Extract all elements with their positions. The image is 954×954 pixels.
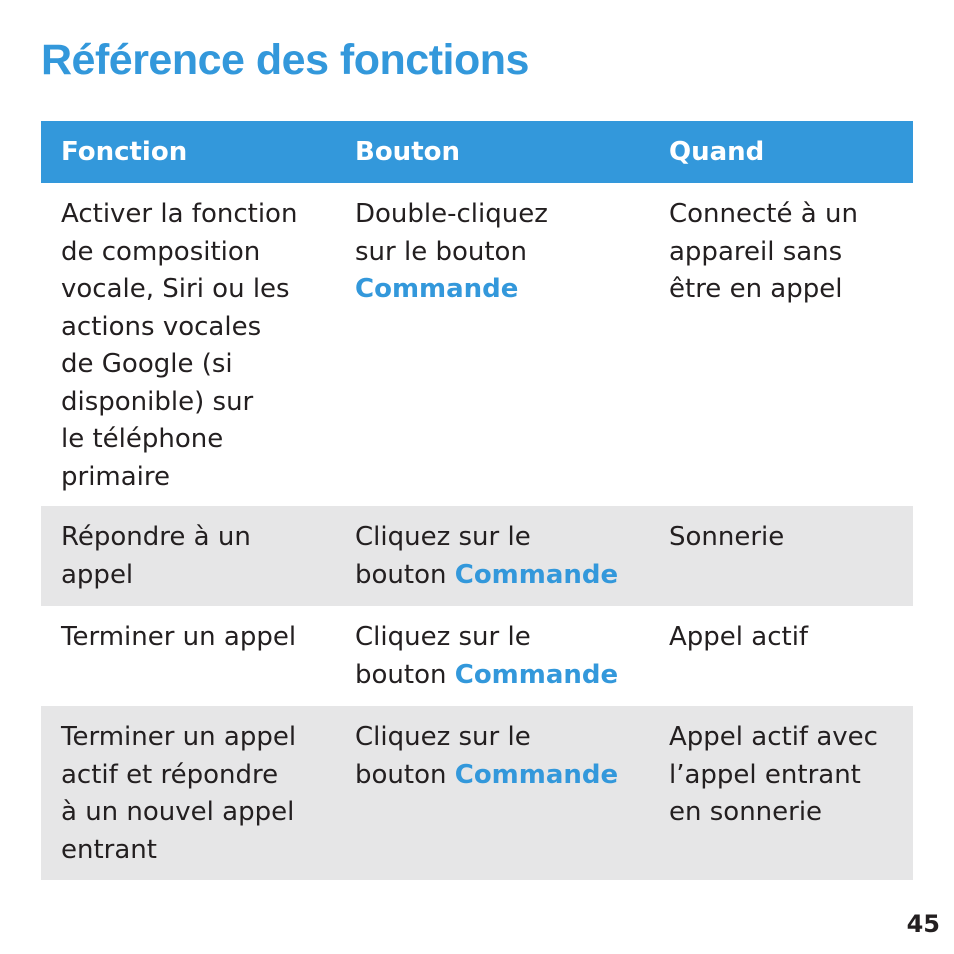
quand-cell: Sonnerie (669, 522, 785, 552)
table-row (41, 706, 913, 880)
fonction-cell: Répondre à un appel (61, 522, 251, 590)
quand-cell: Connecté à un appareil sans être en appel (669, 199, 858, 304)
table-row (41, 506, 913, 606)
table-row (41, 606, 913, 706)
quand-cell: Appel actif (669, 622, 809, 652)
commande-button-label: Commande (454, 559, 619, 590)
bouton-cell (335, 196, 649, 506)
bouton-cell (335, 719, 649, 880)
quand-cell: Appel actif avec l’appel entrant en sonnerie (669, 722, 878, 827)
table-header-row (41, 121, 913, 183)
header-fonction: Fonction (61, 137, 188, 167)
bouton-text: Cliquez sur le bouton (355, 622, 531, 690)
page-number: 45 (906, 910, 940, 938)
fonction-cell: Activer la fonction de composition vocale, Siri ou les actions vocales de Google (si disponible) sur le téléphone primaire (61, 199, 298, 492)
header-bouton: Bouton (355, 137, 460, 167)
table-row (41, 183, 913, 506)
commande-button-label: Commande (454, 659, 619, 690)
bouton-cell (335, 519, 649, 606)
bouton-text: Cliquez sur le bouton (355, 722, 531, 790)
fonction-cell: Terminer un appel (61, 622, 297, 652)
function-reference-table (41, 121, 913, 880)
bouton-cell (335, 619, 649, 706)
bouton-text: Cliquez sur le bouton (355, 522, 531, 590)
header-quand: Quand (669, 137, 765, 167)
commande-button-label: Commande (355, 274, 519, 304)
fonction-cell: Terminer un appel actif et répondre à un nouvel appel entrant (61, 722, 297, 865)
commande-button-label: Commande (454, 759, 619, 790)
page-title: Référence des fonctions (41, 36, 529, 84)
bouton-text: Double-cliquez sur le bouton (355, 199, 548, 267)
